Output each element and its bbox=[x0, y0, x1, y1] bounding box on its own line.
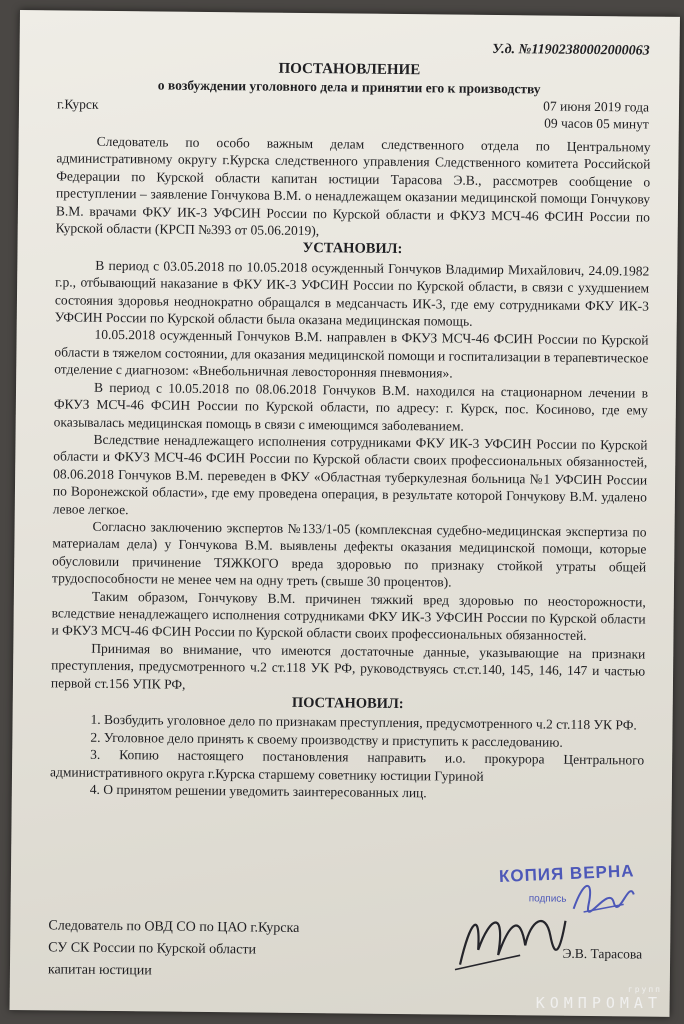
resolved-item: 4. О принятом решении уведомить заинтересованных лиц. bbox=[89, 781, 427, 801]
date: 07 июня 2019 года bbox=[543, 98, 650, 115]
established-paragraph: Вследствие ненадлежащего исполнения сотрудниками ФКУ ИК-3 УФСИН России по Курской области и ФКУЗ МСЧ-46 ФСИН России по Курской области своих профессиональных обязанностей, 08.06.2018 Гончуков В.М. переведен в ФКУ «Областная туберкулезная больница №1 УФСИН России по Воронежской области», где ему проведена операция, в результате которой Гончукову В.М. удалено левое легкое. bbox=[52, 431, 648, 517]
established-paragraph: В период с 10.05.2018 по 08.06.2018 Гончуков В.М. находился на стационарном лечении в ФКУЗ МСЧ-46 ФСИН России по Курской области, по адресу: г. Курск, пос. Косиново, где ему оказывалась медицинская помощь в связи с имеющимся заболеванием. bbox=[53, 379, 649, 434]
signature-block bbox=[48, 915, 300, 984]
established-paragraph: Таким образом, Гончукову В.М. причинен тяжкий вред здоровью по неосторожности, вследствие ненадлежащего исполнения сотрудниками ФКУ ИК-3 УФСИН России по Курской области и ФКУЗ МСЧ-46 ФСИН России по Курской области своих профессиональных обязанностей. bbox=[51, 588, 646, 644]
watermark-text: КОМПРОМАТ bbox=[535, 994, 662, 1012]
document-subtitle: о возбуждении уголовного дела и принятии его к производству bbox=[157, 77, 541, 97]
city: г.Курск bbox=[56, 96, 99, 112]
document-body bbox=[50, 132, 651, 804]
resolved-item: 1. Возбудить уголовное дело по признакам преступления, предусмотренного ч.2 ст.118 УК РФ. bbox=[90, 712, 637, 733]
stamp-subtext: подпись bbox=[528, 893, 567, 905]
signature-line: капитан юстиции bbox=[47, 962, 152, 979]
stamp-signature-icon bbox=[569, 874, 639, 920]
case-number: У.д. №11902380002000063 bbox=[492, 41, 650, 59]
date-time bbox=[543, 97, 649, 132]
watermark-top: групп bbox=[627, 985, 662, 994]
watermark bbox=[536, 985, 662, 1012]
resolved-heading: ПОСТАНОВИЛ: bbox=[291, 694, 404, 713]
signature-line: СУ СК России по Курской области bbox=[48, 940, 257, 958]
established-paragraph: Согласно заключению экспертов №133/1-05 (комплексная судебно-медицинская экспертиза по материалам дела) у Гончукова В.М. выявлены дефекты оказания медицинской помощи, которые обусловили причинение ТЯЖКОГО вреда здоровью по признаку стойкой утраты общей трудоспособности не менее чем на одну треть (свыше 30 процентов). bbox=[51, 518, 647, 590]
signature-name: Э.В. Тарасова bbox=[562, 945, 643, 962]
document-title: ПОСТАНОВЛЕНИЕ bbox=[278, 60, 421, 79]
resolved-item: 2. Уголовное дело принять к своему производству и приступить к расследованию. bbox=[90, 729, 563, 750]
established-paragraph: В период с 03.05.2018 по 10.05.2018 осужденный Гончуков Владимир Михайлович, 24.09.1982 г.р., отбывающий наказание в ФКУ ИК-3 УФСИН России по Курской области, в связи с ухудшением состояния здоровья неоднократно обращался в медсанчасть ИК-3, где ему сотрудниками ФКУ ИК-3 УФСИН России по Курской области была оказана медицинская помощь. bbox=[54, 257, 650, 329]
established-paragraph: Принимая во внимание, что имеются достаточные данные, указывающие на признаки преступления, предусмотренного ч.2 ст.118 УК РФ, руководствуясь ст.ст.140, 145, 146, 147 и частью первой ст.156 УПК РФ, bbox=[50, 640, 646, 692]
time: 09 часов 05 минут bbox=[544, 115, 649, 132]
stamp-text: КОПИЯ ВЕРНА bbox=[498, 861, 635, 886]
document-page bbox=[10, 10, 680, 1017]
signature-line: Следователь по ОВД СО по ЦАО г.Курска bbox=[48, 918, 300, 936]
established-heading: УСТАНОВИЛ: bbox=[302, 240, 403, 258]
intro-paragraph: Следователь по особо важным делам следственного отдела по Центральному административному округу г.Курска следственного управления Следственного комитета Российской Федерации по Курской области капитан юстиции Тарасова Э.В., рассмотрев сообщение о преступлении – заявление Гончукова В.М. о ненадлежащем оказании медицинской помощи Гончукову В.М. врачами ФКУ ИК-3 УФСИН России по Курской области и ФКУЗ МСЧ-46 ФСИН России по Курской области (КРСП №393 от 05.06.2019), bbox=[55, 133, 651, 239]
resolved-item: 3. Копию настоящего постановления направить и.о. прокурора Центрального административного округа г.Курска старшему советнику юстиции Гуриной bbox=[49, 746, 645, 784]
handwritten-signature-icon bbox=[450, 900, 571, 976]
established-paragraph: 10.05.2018 осужденный Гончуков В.М. направлен в ФКУЗ МСЧ-46 ФСИН России по Курской области в тяжелом состоянии, для оказания медицинской помощи и госпитализации в терапевтическое отделение с диагнозом: «Внебольничная левосторонняя пневмония». bbox=[54, 327, 649, 381]
